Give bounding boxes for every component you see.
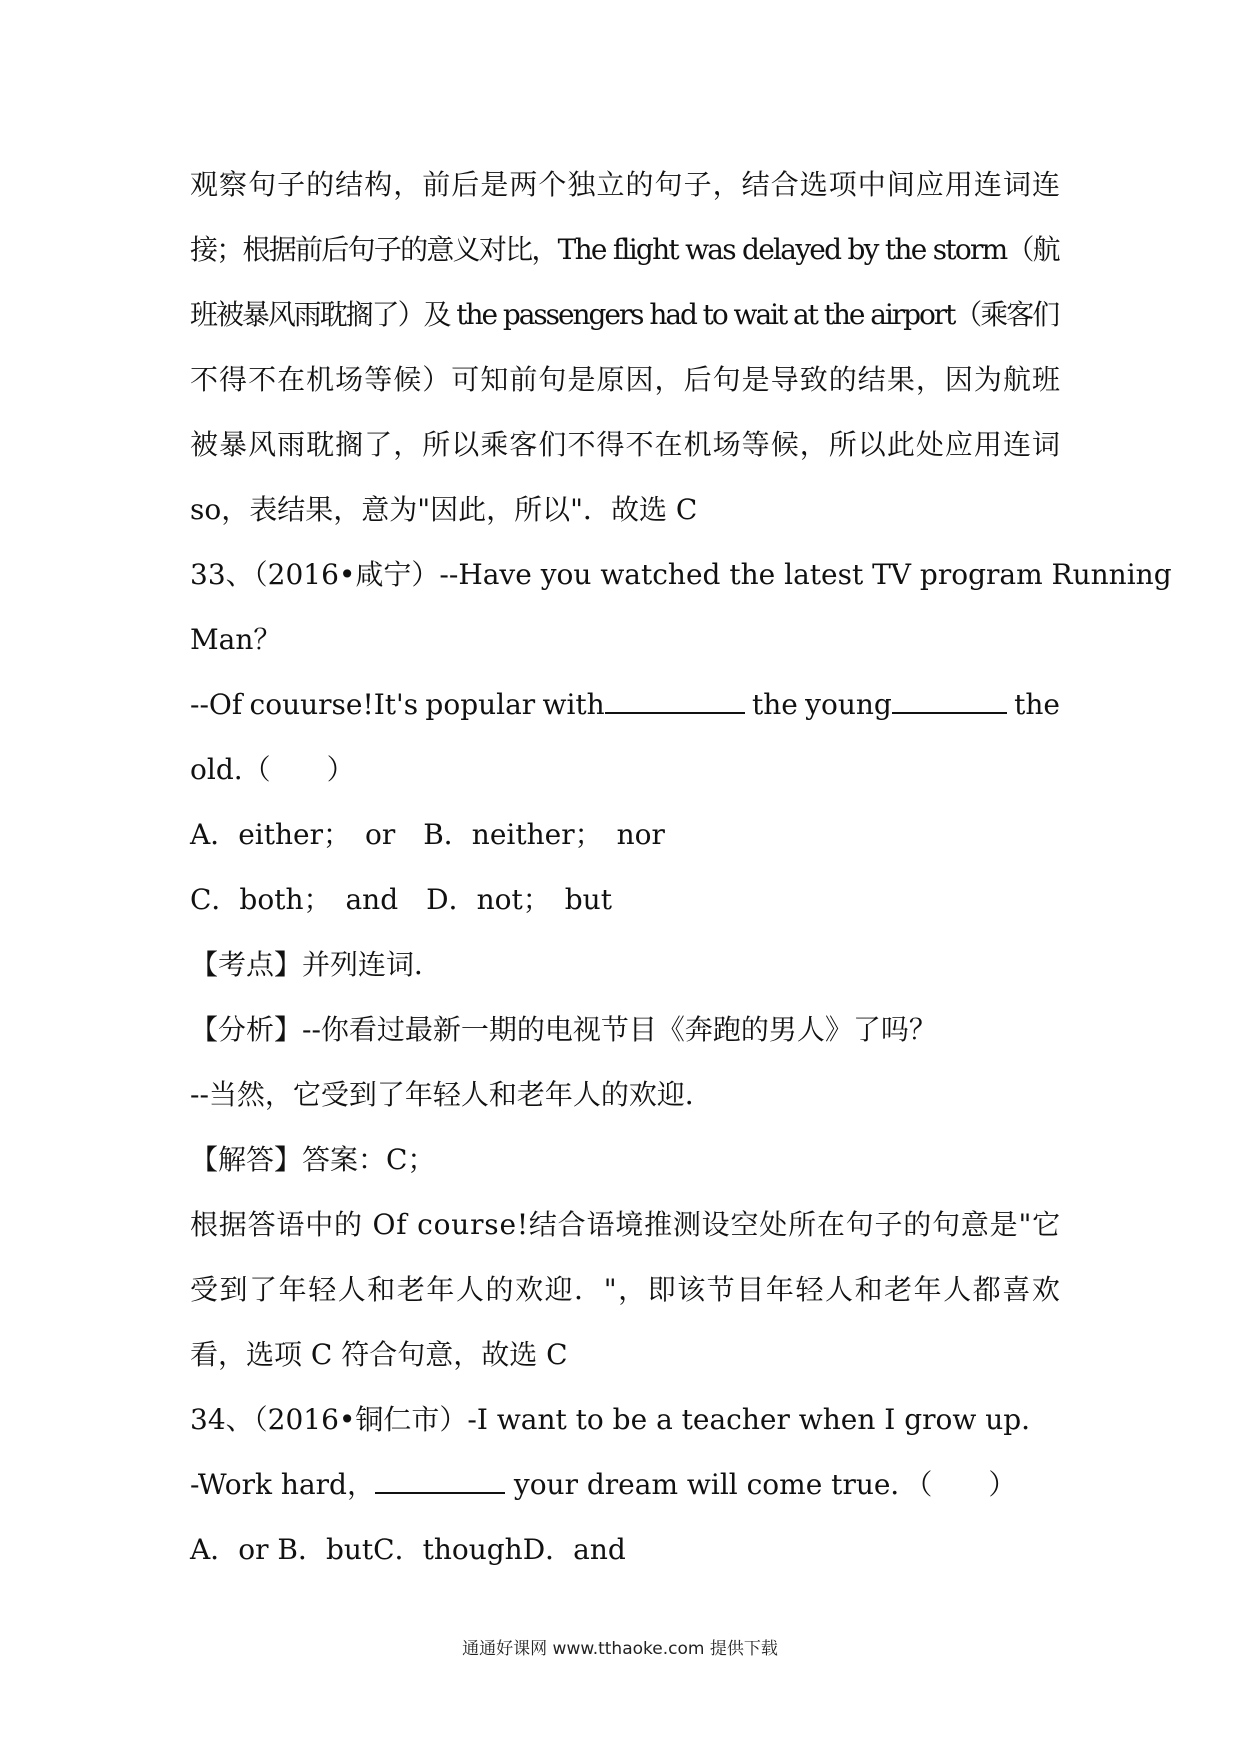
- q33-stem: 33、（2016•咸宁）--Have you watched the latest TV program Running: [190, 558, 1172, 591]
- explanation-line: 接；根据前后句子的意义对比，The flight was delayed by the storm（航: [190, 233, 1059, 266]
- q33-reply: [190, 672, 1060, 737]
- q34-options: A．or B．butC．thoughD．and: [190, 1533, 626, 1566]
- q33-fenxi-2: --当然，它受到了年轻人和老年人的欢迎．: [190, 1078, 713, 1111]
- q33-reply-end: old.（ ）: [190, 753, 355, 786]
- q33-kaodian: 【考点】并列连词．: [190, 948, 443, 981]
- answer-blank-2: [892, 684, 1007, 714]
- q33-fenxi: 【分析】--你看过最新一期的电视节目《奔跑的男人》了吗？: [190, 1013, 937, 1046]
- q33-explain-line: 根据答语中的 Of course!结合语境推测设空处所在句子的句意是"它: [190, 1208, 1061, 1241]
- q33-explain-line: 受到了年轻人和老年人的欢迎．"，即该节目年轻人和老年人都喜欢: [190, 1273, 1062, 1306]
- reply-word: popular: [425, 688, 536, 721]
- reply-word: couurse!It's: [249, 688, 419, 721]
- q33-explain-line: 看，选项 C 符合句意，故选 C: [190, 1338, 568, 1371]
- explanation-line: so，表结果，意为"因此，所以"．故选 C: [190, 493, 698, 526]
- explanation-line: 被暴风雨耽搁了，所以乘客们不得不在机场等候，所以此处应用连词: [190, 428, 1062, 461]
- option-c: C．both； and: [190, 883, 399, 916]
- option-a: A．either； or: [190, 818, 396, 851]
- answer-blank-1: [605, 684, 745, 714]
- explanation-line: 班被暴风雨耽搁了）及 the passengers had to wait at the airport（乘客们: [190, 298, 1059, 331]
- reply-word-with-blank: young: [805, 672, 1007, 737]
- q34-stem: 34、（2016•铜仁市）-I want to be a teacher when I grow up．: [190, 1403, 1050, 1436]
- reply-word: the: [752, 688, 798, 721]
- explanation-line: 不得不在机场等候）可知前句是原因，后句是导致的结果，因为航班: [190, 363, 1062, 396]
- q34-reply: -Work hard， your dream will come true．（ ）: [190, 1452, 1060, 1517]
- reply-word-with-blank: with: [542, 672, 744, 737]
- reply-word: the: [1014, 688, 1060, 721]
- page-footer: 通通好课网 www.tthaoke.com 提供下载: [462, 1639, 778, 1659]
- option-d: D．not； but: [426, 883, 612, 916]
- q33-options-ab: [190, 802, 1060, 867]
- q33-stem-cont: Man？: [190, 623, 282, 656]
- option-b: B．neither； nor: [423, 818, 665, 851]
- explanation-line: 观察句子的结构，前后是两个独立的句子，结合选项中间应用连词连: [190, 168, 1062, 201]
- q33-jieda: 【解答】答案：C；: [190, 1143, 436, 1176]
- q33-options-cd: [190, 867, 1060, 932]
- reply-word: --Of: [190, 688, 243, 721]
- answer-blank-3: [375, 1464, 505, 1494]
- page-content: [190, 152, 1172, 1582]
